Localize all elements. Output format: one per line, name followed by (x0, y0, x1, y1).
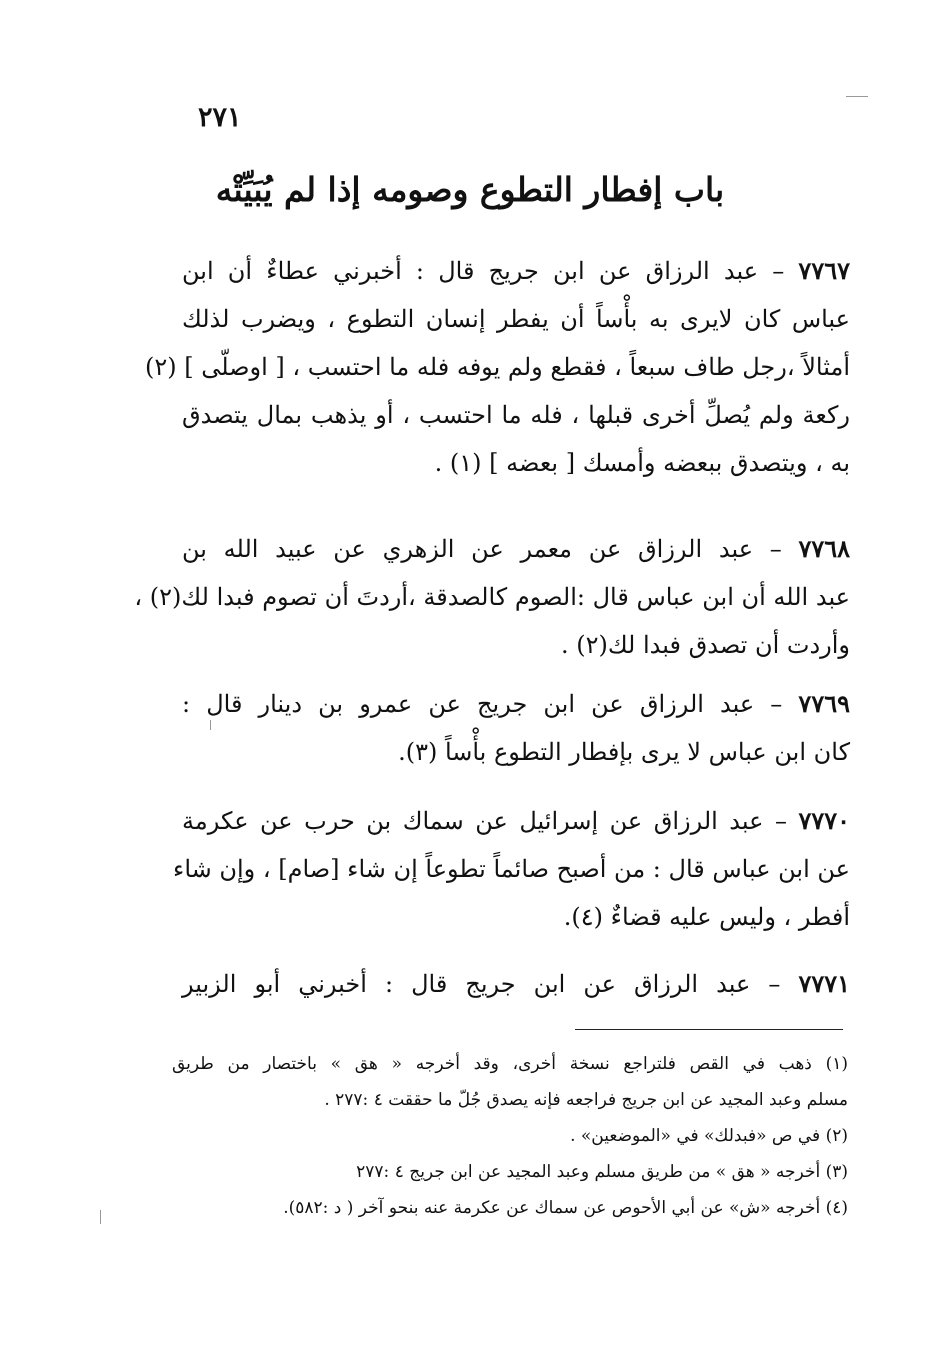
hadith-number: ٧٧٦٨ (798, 534, 850, 563)
chapter-title: باب إفطار التطوع وصومه إذا لم يُبَيِّتْه (215, 170, 725, 209)
hadith-line: وأردت أن تصدق فبدا لك(٢) . (560, 631, 850, 659)
hadith-number: ٧٧٧٠ (798, 806, 850, 835)
hadith-7769 (182, 680, 850, 776)
hadith-7770 (173, 797, 850, 941)
hadith-line: عبد الله أن ابن عباس قال :الصوم كالصدقة ،أردتَ أن تصوم فبدا لك(٢) ، (134, 583, 850, 611)
footnote-line: (٣) أخرجه « هق » من طريق مسلم وعبد المجيد عن ابن جريج ٤ :٢٧٧ (356, 1162, 848, 1182)
hadith-line: أمثالاً ،رجل طاف سبعاً ، فقطع ولم يوفه فله ما احتسب ، [ اوصلّى ] (٢) (144, 353, 850, 381)
footnote-line: (٢) في ص «فبدلك» في «الموضعين» . (570, 1126, 848, 1146)
hadith-7767 (144, 247, 850, 487)
hadith-line: عباس كان لايرى به بأْساً أن يفطر إنسان التطوع ، ويضرب لذلك (182, 305, 850, 333)
hadith-line: ٧٧٧١ – عبد الرزاق عن ابن جريج قال : أخبرني أبو الزبير (182, 969, 850, 998)
hadith-number: ٧٧٦٩ (798, 689, 850, 718)
footnote-separator (575, 1029, 843, 1030)
hadith-line: ركعة ولم يُصلِّ أخرى قبلها ، فله ما احتسب ، أو يذهب بمال يتصدق (182, 401, 850, 429)
hadith-line: ٧٧٦٨ – عبد الرزاق عن معمر عن الزهري عن عبيد الله بن (182, 534, 850, 563)
footnote-line: مسلم وعبد المجيد عن ابن جريج فراجعه فإنه يصدق جُلّ ما حققت ٤ :٢٧٧ . (324, 1090, 848, 1110)
hadith-line: عن ابن عباس قال : من أصبح صائماً تطوعاً إن شاء [صام] ، وإن شاء (173, 855, 850, 883)
page-number: ٢٧١ (198, 102, 242, 133)
scan-mark (846, 96, 868, 97)
hadith-line: ٧٧٧٠ – عبد الرزاق عن إسرائيل عن سماك بن حرب عن عكرمة (182, 806, 850, 835)
scan-mark (210, 720, 211, 730)
hadith-line: ٧٧٦٩ – عبد الرزاق عن ابن جريج عن عمرو بن دينار قال : (182, 689, 850, 718)
hadith-line: ٧٧٦٧ – عبد الرزاق عن ابن جريج قال : أخبرني عطاءٌ أن ابن (182, 256, 850, 285)
hadith-number: ٧٧٦٧ (798, 256, 850, 285)
scan-mark (100, 1210, 101, 1224)
hadith-line: كان ابن عباس لا يرى بإفطار التطوع بأْساً (٣). (398, 738, 850, 766)
hadith-line: أفطر ، وليس عليه قضاءٌ (٤). (563, 903, 850, 931)
footnote-line: (٤) أخرجه «ش» عن أبي الأحوص عن سماك عن عكرمة عنه بنحو آخر ( د :٥٨٢). (283, 1198, 848, 1218)
hadith-line: به ، ويتصدق ببعضه وأمسك [ بعضه ] (١) . (434, 449, 850, 477)
hadith-7768 (134, 525, 850, 669)
footnote-line: (١) ذهب في القص فلتراجع نسخة أخرى، وقد أخرجه « هق » باختصار من طريق (172, 1054, 848, 1074)
hadith-number: ٧٧٧١ (798, 969, 850, 998)
hadith-7771 (182, 960, 850, 1008)
footnotes (172, 1046, 848, 1226)
